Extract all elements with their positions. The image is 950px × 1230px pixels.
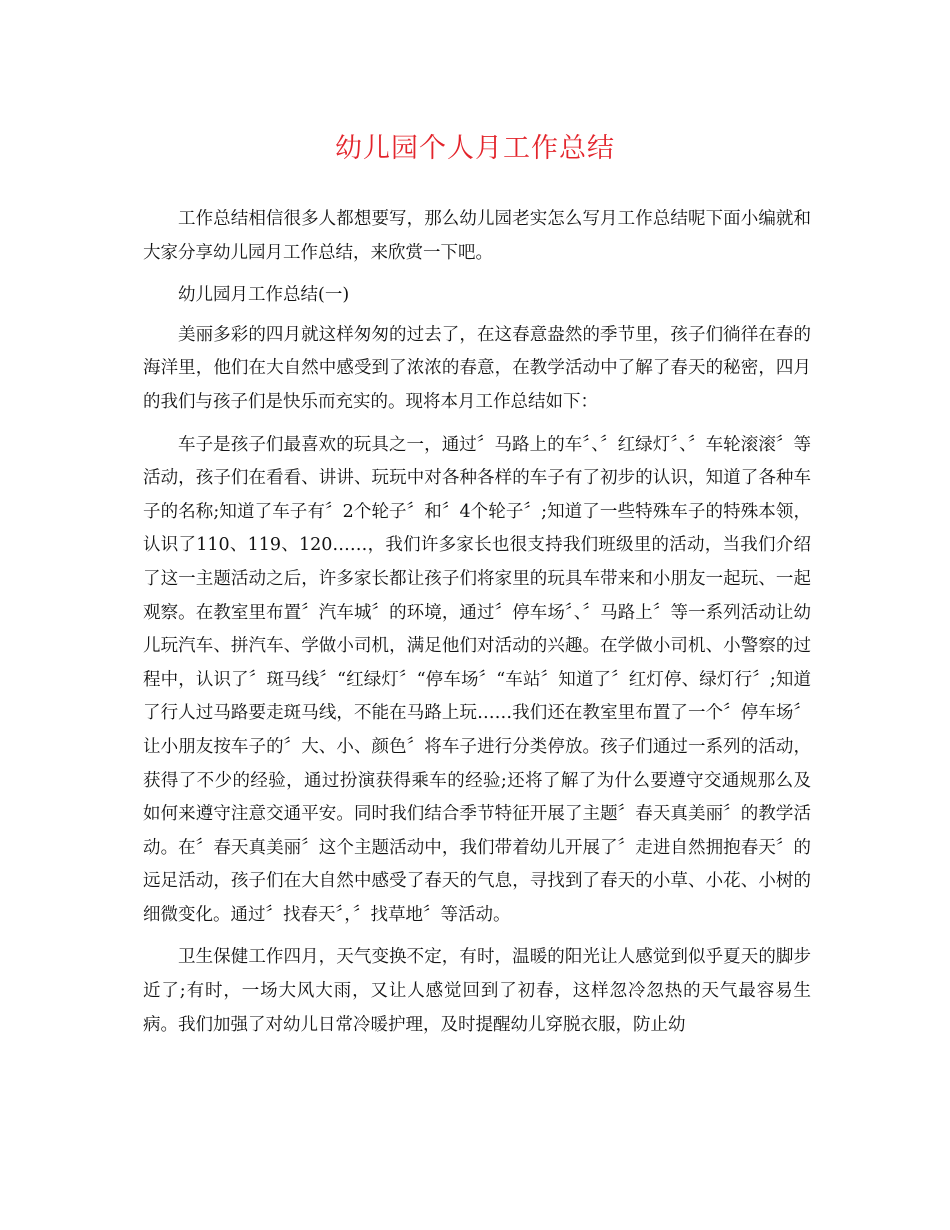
body-paragraph-health: 卫生保健工作四月，天气变换不定，有时，温暖的阳光让人感觉到似乎夏天的脚步近了;有时，一场大风大雨，又让人感觉回到了初春，这样忽冷忽热的天气最容易生病。我们加强了对幼儿日常冷暖护理，及时提醒幼儿穿脱衣服，防止幼 (143, 947, 811, 1035)
body-paragraph-april: 美丽多彩的四月就这样匆匆的过去了，在这春意盎然的季节里，孩子们徜徉在春的海洋里，他们在大自然中感受到了浓浓的春意，在教学活动中了解了春天的秘密，四月的我们与孩子们是快乐而充实的。现将本月工作总结如下： (143, 324, 811, 412)
page-title: 幼儿园个人月工作总结 (335, 133, 615, 164)
document-body (143, 203, 811, 1051)
body-paragraph-vehicles: 车子是孩子们最喜欢的玩具之一，通过〞马路上的车〞、〞红绿灯〞、〞车轮滚滚〞等活动，孩子们在看看、讲讲、玩玩中对各种各样的车子有了初步的认识，知道了各种车子的名称;知道了车子有〞2个轮子〞和〞4个轮子〞;知道了一些特殊车子的特殊本领，认识了110、119、120……，我们许多家长也很支持我们班级里的活动，当我们介绍了这一主题活动之后，许多家长都让孩子们将家里的玩具车带来和小朋友一起玩、一起观察。在教室里布置〞汽车城〞的环境，通过〞停车场〞、〞马路上〞等一系列活动让幼儿玩汽车、拼汽车、学做小司机，满足他们对活动的兴趣。在学做小司机、小警察的过程中，认识了〞斑马线〞“红绿灯〞“停车场〞“车站〞知道了〞红灯停、绿灯行〞;知道了行人过马路要走斑马线，不能在马路上玩……我们还在教室里布置了一个〞停车场〞让小朋友按车子的〞大、小、颜色〞将车子进行分类停放。孩子们通过一系列的活动，获得了不少的经验，通过扮演获得乘车的经验;还将了解了为什么要遵守交通规那么及如何来遵守注意交通平安。同时我们结合季节特征开展了主题〞春天真美丽〞的教学活动。在〞春天真美丽〞这个主题活动中，我们带着幼儿开展了〞走进自然拥抱春天〞的远足活动，孩子们在大自然中感受了春天的气息，寻找到了春天的小草、小花、小树的细微变化。通过〞找春天〞，〞找草地〞等活动。 (143, 434, 811, 925)
section-heading: 幼儿园月工作总结(一) (178, 285, 350, 306)
intro-paragraph: 工作总结相信很多人都想要写，那么幼儿园老实怎么写月工作总结呢下面小编就和大家分享幼儿园月工作总结，来欣赏一下吧。 (143, 209, 811, 263)
